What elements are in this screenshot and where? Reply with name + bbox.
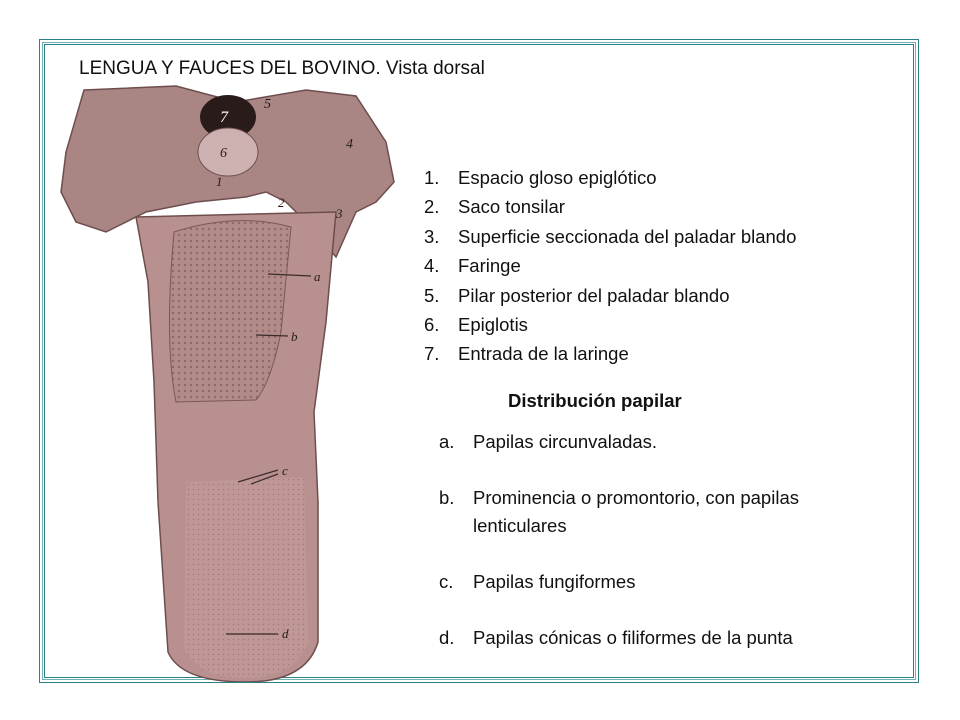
figure-label-d: d <box>282 626 289 641</box>
list-item: 5. Pilar posterior del paladar blando <box>424 284 730 306</box>
epiglottis <box>198 128 258 176</box>
list-item: 3. Superficie seccionada del paladar blando <box>424 225 797 247</box>
tongue-tip <box>184 477 308 678</box>
list-item: 1. Espacio gloso epiglótico <box>424 167 657 188</box>
list-item: 7. Entrada de la laringe <box>424 343 629 365</box>
figure-label-3: 3 <box>336 206 343 221</box>
figure-label-1: 1 <box>216 174 223 189</box>
papillae-heading: Distribución papilar <box>508 390 682 411</box>
list-item: a. Papilas circunvaladas. <box>439 431 658 452</box>
tongue-illustration <box>56 82 416 682</box>
list-item: 2. Saco tonsilar <box>424 196 565 218</box>
list-item: b. Prominencia o promontorio, con papilas lenticulares <box>439 487 799 536</box>
figure-label-b: b <box>291 329 298 344</box>
list-spacer <box>439 540 889 568</box>
structures-list <box>424 163 796 369</box>
figure-label-c: c <box>282 463 288 478</box>
figure-label-a: a <box>314 269 321 284</box>
list-item: c. Papilas fungiformes <box>439 571 636 592</box>
slide-title: LENGUA Y FAUCES DEL BOVINO. Vista dorsal <box>79 58 485 79</box>
list-spacer <box>439 596 889 624</box>
papillae-list <box>439 428 889 652</box>
figure-label-4: 4 <box>346 137 353 152</box>
list-spacer <box>439 456 889 484</box>
list-item: 6. Epiglotis <box>424 313 528 335</box>
figure-label-6: 6 <box>220 146 227 161</box>
list-item: d. Papilas cónicas o filiformes de la punta <box>439 627 793 648</box>
figure-label-5: 5 <box>264 97 271 112</box>
list-item: 4. Faringe <box>424 255 521 277</box>
figure-label-2: 2 <box>278 195 285 210</box>
figure-label-7: 7 <box>220 109 228 126</box>
